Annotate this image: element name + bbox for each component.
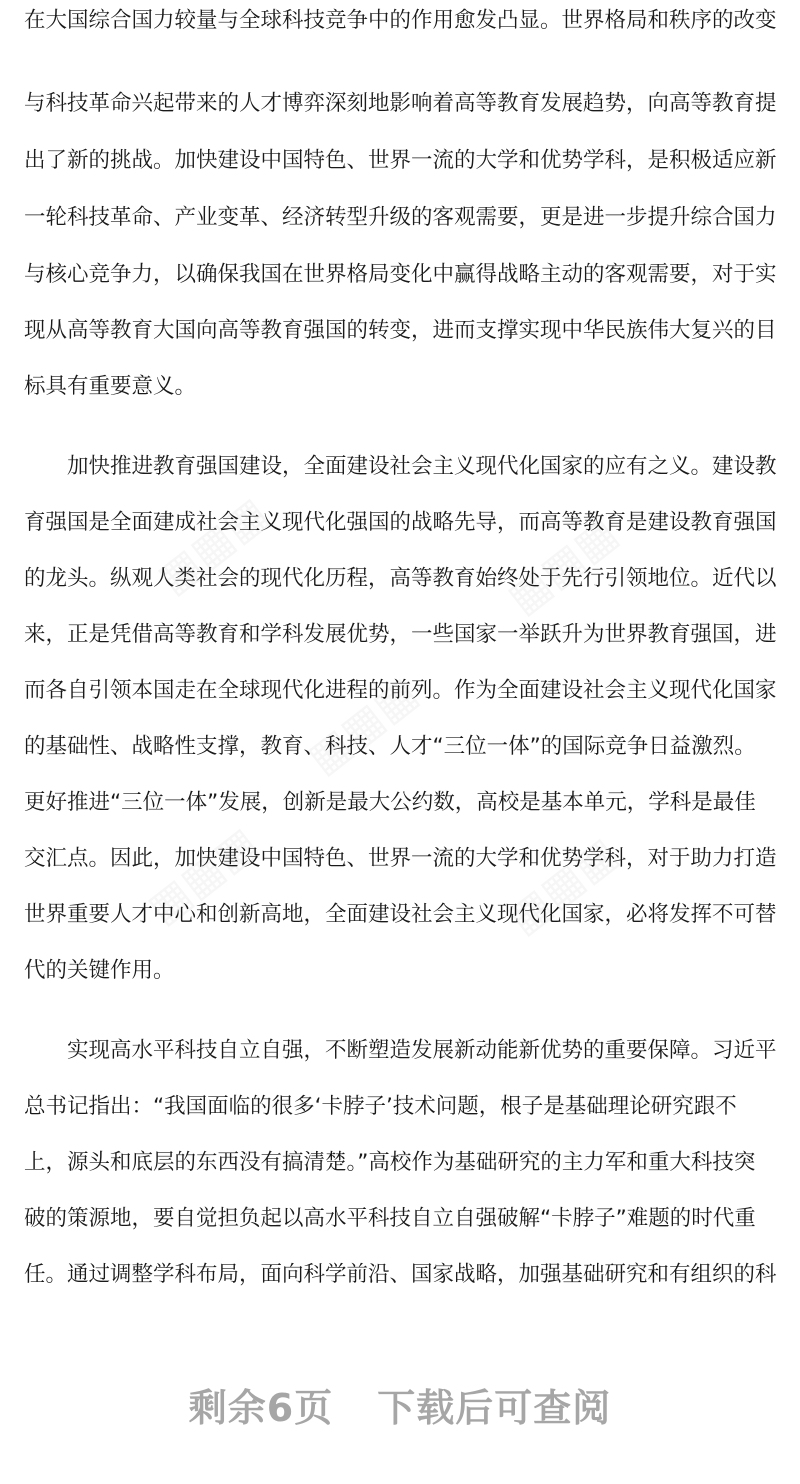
download-prompt[interactable] [0,1384,800,1432]
text-line: 的基础性、战略性支撑，教育、科技、人才“三位一体”的国际竞争日益激烈。 [24,734,756,759]
text-line: 总书记指出：“我国面临的很多‘卡脖子’技术问题，根子是基础理论研究跟不 [24,1094,737,1119]
text-line: 破的策源地，要自觉担负起以高水平科技自立自强破解“卡脖子”难题的时代重 [24,1206,756,1231]
text-line: 现从高等教育大国向高等教育强国的转变，进而支撑实现中华民族伟大复兴的目 [24,318,777,343]
text-line: 的龙头。纵观人类社会的现代化历程，高等教育始终处于先行引领地位。近代以 [24,566,777,591]
text-line: 交汇点。因此，加快建设中国特色、世界一流的大学和优势学科，对于助力打造 [24,846,777,871]
remaining-pages-label: 剩余6页 [188,1386,334,1430]
download-to-view-label: 下载后可查阅 [377,1386,612,1430]
text-line: 在大国综合国力较量与全球科技竞争中的作用愈发凸显。世界格局和秩序的改变 [24,8,777,33]
text-line: 一轮科技革命、产业变革、经济转型升级的客观需要，更是进一步提升综合国力 [24,205,777,230]
text-line: 更好推进“三位一体”发展，创新是最大公约数，高校是基本单元，学科是最佳 [24,790,756,815]
text-line: 育强国是全面建成社会主义现代化强国的战略先导，而高等教育是建设教育强国 [24,510,777,535]
text-line: 任。通过调整学科布局，面向科学前沿、国家战略，加强基础研究和有组织的科 [24,1262,777,1287]
text-line: 与核心竞争力，以确保我国在世界格局变化中赢得战略主动的客观需要，对于实 [24,262,777,287]
text-line: 世界重要人才中心和创新高地，全面建设社会主义现代化国家，必将发挥不可替 [24,902,777,927]
text-line: 与科技革命兴起带来的人才博弈深刻地影响着高等教育发展趋势，向高等教育提 [24,91,777,116]
text-line: 加快推进教育强国建设，全面建设社会主义现代化国家的应有之义。建设教 [24,454,777,479]
text-line: 出了新的挑战。加快建设中国特色、世界一流的大学和优势学科，是积极适应新 [24,148,777,173]
text-line: 来，正是凭借高等教育和学科发展优势，一些国家一举跃升为世界教育强国，进 [24,622,777,647]
text-line: 实现高水平科技自立自强，不断塑造发展新动能新优势的重要保障。习近平 [24,1038,777,1063]
text-line: 上，源头和底层的东西没有搞清楚。”高校作为基础研究的主力军和重大科技突 [24,1150,756,1175]
text-line: 代的关键作用。 [24,958,175,983]
text-line: 而各自引领本国走在全球现代化进程的前列。作为全面建设社会主义现代化国家 [24,678,777,703]
text-line: 标具有重要意义。 [24,374,197,399]
